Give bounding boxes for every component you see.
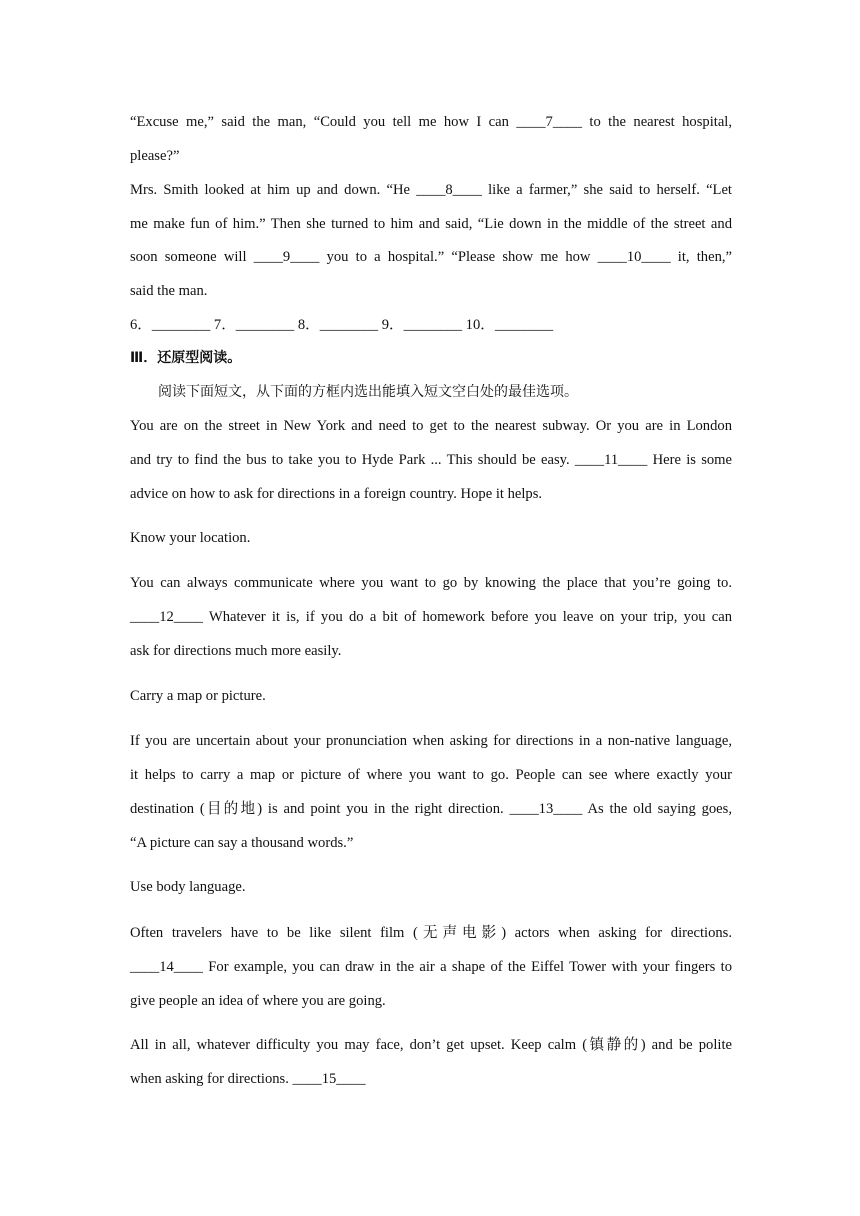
- tip3-title: Use body language.: [130, 879, 246, 895]
- tip3-line-2: ____14____ For example, you can draw in the air a shape of the Eiffel Tower with your fingers to: [130, 959, 732, 975]
- conclusion-line-2: when asking for directions. ____15____: [130, 1071, 366, 1087]
- section-heading: Ⅲ．还原型阅读。: [130, 350, 242, 366]
- intro-line-1: You are on the street in New York and need to get to the nearest subway. Or you are in London: [130, 418, 732, 434]
- tip2-line-3: destination (目的地) is and point you in the right direction. ____13____ As the old saying goes,: [130, 801, 732, 817]
- passage1-line-6: said the man.: [130, 283, 208, 299]
- intro-line-3: advice on how to ask for directions in a foreign country. Hope it helps.: [130, 486, 543, 502]
- passage1-line-3: Mrs. Smith looked at him up and down. “He ____8____ like a farmer,” she said to herself. “Let: [130, 182, 732, 198]
- passage1-line-4: me make fun of him.” Then she turned to him and said, “Lie down in the middle of the street and: [130, 216, 732, 232]
- passage1-line-5: soon someone will ____9____ you to a hospital.” “Please show me how ____10____ it, then,”: [130, 249, 732, 265]
- tip1-line-2: ____12____ Whatever it is, if you do a bit of homework before you leave on your trip, you can: [130, 609, 732, 625]
- tip1-title: Know your location.: [130, 530, 251, 546]
- passage1-line-2: please?”: [130, 148, 180, 164]
- tip1-line-1: You can always communicate where you want to go by knowing the place that you’re going to.: [130, 575, 732, 591]
- conclusion-line-1: All in all, whatever difficulty you may face, don’t get upset. Keep calm (镇静的) and be polite: [130, 1037, 732, 1053]
- section-instruction: 阅读下面短文，从下面的方框内选出能填入短文空白处的最佳选项。: [158, 384, 578, 400]
- tip2-line-2: it helps to carry a map or picture of where you want to go. People can see where exactly your: [130, 767, 732, 783]
- tip3-line-3: give people an idea of where you are going.: [130, 993, 386, 1009]
- tip2-line-4: “A picture can say a thousand words.”: [130, 835, 354, 851]
- answer-blanks: 6．________ 7．________ 8．________ 9．________ 10．________: [130, 317, 554, 333]
- passage1-line-1: “Excuse me,” said the man, “Could you tell me how I can ____7____ to the nearest hospital,: [130, 114, 732, 130]
- tip2-line-1: If you are uncertain about your pronunciation when asking for directions in a non-native language,: [130, 733, 732, 749]
- tip3-line-1: Often travelers have to be like silent film (无声电影) actors when asking for directions.: [130, 925, 732, 941]
- tip2-title: Carry a map or picture.: [130, 688, 266, 704]
- tip1-line-3: ask for directions much more easily.: [130, 643, 342, 659]
- intro-line-2: and try to find the bus to take you to Hyde Park ... This should be easy. ____11____ Here is some: [130, 452, 732, 468]
